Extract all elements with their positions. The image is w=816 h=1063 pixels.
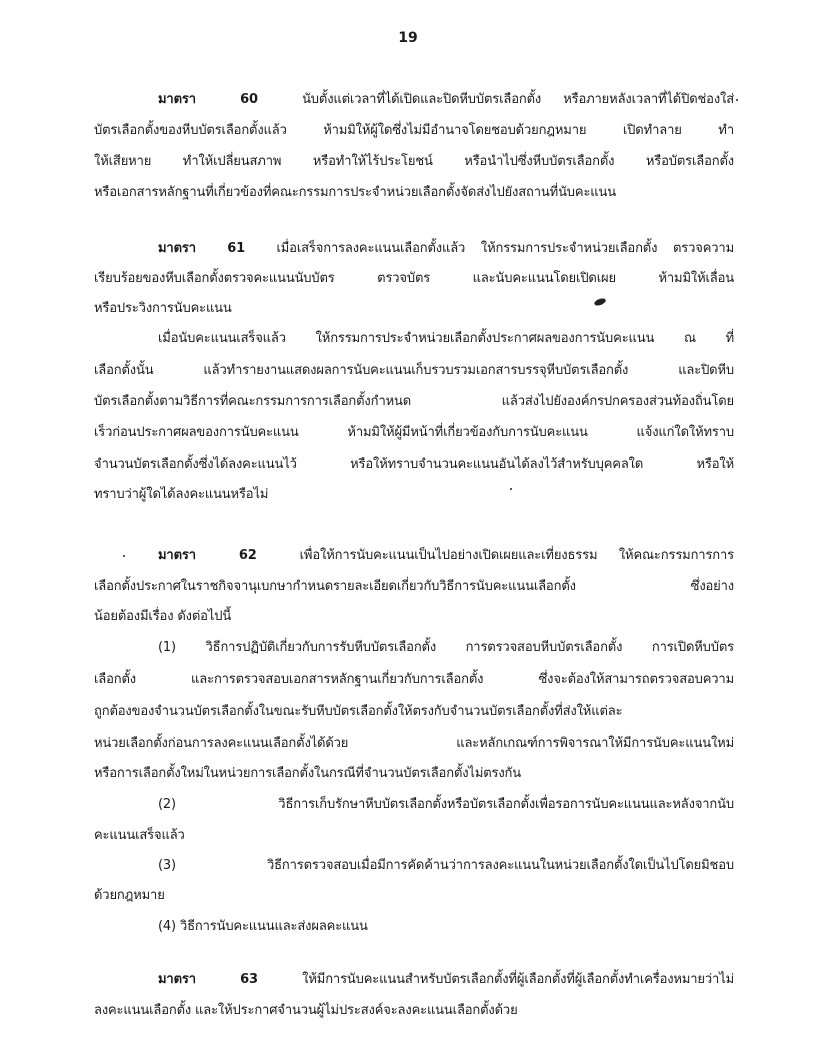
section-61-line-3: หรือประวิงการนับคะแนน bbox=[94, 301, 232, 316]
section-62-item-1-line-2: เลือกตั้ง และการตรวจสอบเอกสารหลักฐานเกี่ยวกับการเลือกตั้ง ซึ่งจะต้องให้สามารถตรวจสอบความ bbox=[94, 672, 734, 687]
section-61-line-2: เรียบร้อยของหีบเลือกตั้งตรวจคะแนนนับบัตร ตรวจบัตร และนับคะแนนโดยเปิดเผย ห้ามมิให้เลื่อน bbox=[94, 271, 734, 286]
section-number: 62 bbox=[238, 548, 257, 563]
section-60-line-4: หรือเอกสารหลักฐานที่เกี่ยวข้องที่คณะกรรมการประจำหน่วยเลือกตั้งจัดส่งไปยังสถานที่นับคะแนน bbox=[94, 185, 616, 200]
section-text: เพื่อให้การนับคะแนนเป็นไปอย่างเปิดเผยและเที่ยงธรรม ให้คณะกรรมการการ bbox=[299, 548, 734, 563]
section-63-line-2: ลงคะแนนเลือกตั้ง และให้ประกาศจำนวนผู้ไม่ประสงค์จะลงคะแนนเลือกตั้งด้วย bbox=[94, 1003, 518, 1018]
section-61-line-4: เมื่อนับคะแนนเสร็จแล้ว ให้กรรมการประจำหน่วยเลือกตั้งประกาศผลของการนับคะแนน ณ ที่ bbox=[158, 331, 734, 346]
section-62-line-1 bbox=[158, 546, 734, 566]
section-label: มาตรา bbox=[158, 92, 196, 107]
section-61-line-5: เลือกตั้งนั้น แล้วทำรายงานแสดงผลการนับคะแนนเก็บรวบรวมเอกสารบรรจุหีบบัตรเลือกตั้ง และปิดหีบ bbox=[94, 363, 734, 378]
section-62-item-2-line-2: คะแนนเสร็จแล้ว bbox=[94, 828, 185, 843]
section-60-line-1 bbox=[158, 90, 734, 110]
section-60-line-2: บัตรเลือกตั้งของหีบบัตรเลือกตั้งแล้ว ห้ามมิให้ผู้ใดซึ่งไม่มีอำนาจโดยชอบด้วยกฎหมาย เปิดทำลาย ทำ bbox=[94, 123, 734, 138]
scan-speck bbox=[736, 99, 738, 101]
section-62-item-1-line-1: (1) วิธีการปฏิบัติเกี่ยวกับการรับหีบบัตรเลือกตั้ง การตรวจสอบหีบบัตรเลือกตั้ง การเปิดหีบบัตร bbox=[158, 640, 734, 655]
page-number: 19 bbox=[398, 30, 418, 46]
scan-speck bbox=[123, 555, 125, 557]
section-62-item-3-line-2: ด้วยกฎหมาย bbox=[94, 888, 165, 903]
section-61-line-8: จำนวนบัตรเลือกตั้งซึ่งได้ลงคะแนนไว้ หรือให้ทราบจำนวนคะแนนอันได้ลงไว้สำหรับบุคคลใด หรือให้ bbox=[94, 457, 734, 472]
section-62-line-3: น้อยต้องมีเรื่อง ดังต่อไปนี้ bbox=[94, 609, 232, 624]
section-63-line-1 bbox=[158, 970, 734, 990]
section-62-item-1-line-5: หรือการเลือกตั้งใหม่ในหน่วยการเลือกตั้งในกรณีที่จำนวนบัตรเลือกตั้งไม่ตรงกัน bbox=[94, 766, 522, 781]
section-text: นับตั้งแต่เวลาที่ได้เปิดและปิดหีบบัตรเลือกตั้ง หรือภายหลังเวลาที่ได้ปิดช่องใส่ bbox=[302, 92, 734, 107]
section-62-item-1-line-4: หน่วยเลือกตั้งก่อนการลงคะแนนเลือกตั้งได้ด้วย และหลักเกณฑ์การพิจารณาให้มีการนับคะแนนใหม่ bbox=[94, 736, 734, 751]
section-61-line-9: ทราบว่าผู้ใดได้ลงคะแนนหรือไม่ bbox=[94, 487, 269, 502]
section-label: มาตรา bbox=[158, 972, 196, 987]
section-60-line-3: ให้เสียหาย ทำให้เปลี่ยนสภาพ หรือทำให้ไร้ประโยชน์ หรือนำไปซึ่งหีบบัตรเลือกตั้ง หรือบัตรเลือกตั้ง bbox=[94, 154, 734, 169]
section-62-item-1-line-3: ถูกต้องของจำนวนบัตรเลือกตั้งในขณะรับหีบบัตรเลือกตั้งให้ตรงกับจำนวนบัตรเลือกตั้งที่ส่งให้แต่ละ bbox=[94, 704, 623, 719]
section-number: 63 bbox=[240, 972, 258, 987]
section-61-line-1 bbox=[158, 239, 734, 259]
section-text: เมื่อเสร็จการลงคะแนนเลือกตั้งแล้ว ให้กรรมการประจำหน่วยเลือกตั้ง ตรวจความ bbox=[276, 241, 735, 256]
section-62-line-2: เลือกตั้งประกาศในราชกิจจานุเบกษากำหนดรายละเอียดเกี่ยวกับวิธีการนับคะแนนเลือกตั้ง ซึ่งอย่าง bbox=[94, 579, 734, 594]
section-label: มาตรา bbox=[158, 548, 196, 563]
section-label: มาตรา bbox=[158, 241, 196, 256]
section-62-item-3-line-1: (3) วิธีการตรวจสอบเมื่อมีการคัดค้านว่าการลงคะแนนในหน่วยเลือกตั้งใดเป็นไปโดยมิชอบ bbox=[158, 858, 734, 873]
scan-speck bbox=[510, 488, 512, 490]
section-61-line-6: บัตรเลือกตั้งตามวิธีการที่คณะกรรมการการเลือกตั้งกำหนด แล้วส่งไปยังองค์กรปกครองส่วนท้องถิ่นโดย bbox=[94, 394, 734, 409]
section-number: 60 bbox=[240, 92, 258, 107]
section-61-line-7: เร็วก่อนประกาศผลของการนับคะแนน ห้ามมิให้ผู้มีหน้าที่เกี่ยวข้องกับการนับคะแนน แจ้งแก่ใดให้ทราบ bbox=[94, 425, 734, 440]
section-text: ให้มีการนับคะแนนสำหรับบัตรเลือกตั้งที่ผู้เลือกตั้งที่ผู้เลือกตั้งทำเครื่องหมายว่าไม่ bbox=[302, 972, 734, 987]
section-number: 61 bbox=[227, 241, 246, 256]
section-62-item-2-line-1: (2) วิธีการเก็บรักษาหีบบัตรเลือกตั้งหรือบัตรเลือกตั้งเพื่อรอการนับคะแนนและหลังจากนับ bbox=[158, 797, 734, 812]
section-62-item-4: (4) วิธีการนับคะแนนและส่งผลคะแนน bbox=[158, 919, 368, 934]
